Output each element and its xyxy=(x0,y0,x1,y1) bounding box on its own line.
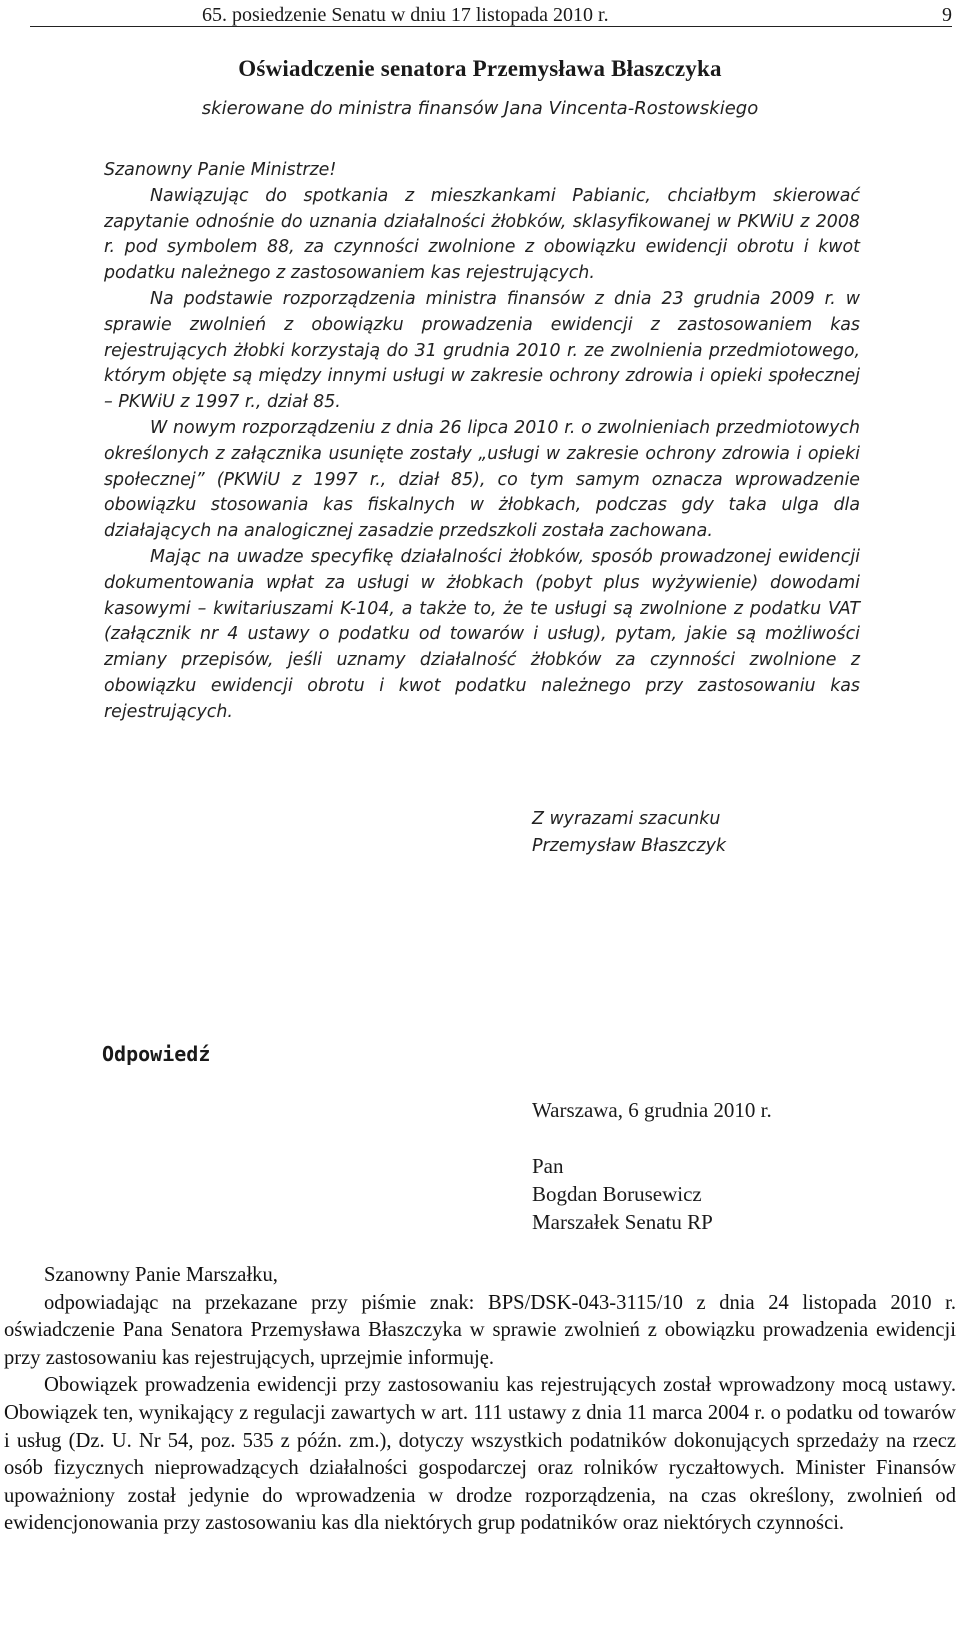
recipient-line-3: Marszałek Senatu RP xyxy=(532,1210,713,1234)
header-title: 65. posiedzenie Senatu w dniu 17 listopada 2010 r. xyxy=(202,4,609,26)
statement-paragraph-2: Na podstawie rozporządzenia ministra finansów z dnia 23 grudnia 2009 r. w sprawie zwolnień z obowiązku prowadzenia ewidencji z zastosowaniem kas rejestrujących żłobki korzystają do 31 grudnia 2010 r. ze zwolnienia przedmiotowego, którym objęte są między innymi usługi w zakresie ochrony zdrowia i opieki społecznej – PKWiU z 1997 r., dział 85. xyxy=(104,288,860,413)
running-header xyxy=(30,4,952,27)
statement-paragraph-4: Mając na uwadze specyfikę działalności żłobków, sposób prowadzonej ewidencji dokumentowania wpłat za usługi w żłobkach (pobyt plus wyżywienie) dowodami kasowymi – kwitariuszami K-104, a także to, że te usługi są zwolnione z podatku VAT (załącznik nr 4 ustawy o podatku od towarów i usług), pytam, jakie są możliwości zmiany przepisów, jeśli uznamy działalność żłobków za czynności zwolnione z obowiązku ewidencji obrotu i kwot podatku należnego przy zastosowaniu kas rejestrujących. xyxy=(104,546,860,722)
recipient-line-2: Bogdan Borusewicz xyxy=(532,1182,702,1206)
answer-heading: Odpowiedź xyxy=(102,1042,211,1066)
answer-paragraph-2: Obowiązek prowadzenia ewidencji przy zastosowaniu kas rejestrujących został wprowadzony mocą ustawy. Obowiązek ten, wynikający z regulacji zawartych w art. 111 ustawy z dnia 11 marca 2004 r. o podatku od towarów i usług (Dz. U. Nr 54, poz. 535 z późn. zm.), dotyczy wszystkich podatników dokonujących sprzedaży na rzecz osób fizycznych nieprowadzących działalności gospodarczej oraz rolników ryczałtowych. Minister Finansów upoważniony został jedynie do wprowadzenia w drodze rozporządzenia, na czas określony, zwolnień od ewidencjonowania przy zastosowaniu kas dla niektórych grup podatników oraz niektórych czynności. xyxy=(4,1374,956,1535)
signature: Przemysław Błaszczyk xyxy=(532,836,726,856)
statement-subtitle: skierowane do ministra finansów Jana Vincenta-Rostowskiego xyxy=(201,98,759,119)
statement-paragraph-1: Nawiązując do spotkania z mieszkankami Pabianic, chciałbym skierować zapytanie odnośnie do uznania działalności żłobków, sklasyfikowanej w PKWiU z 2008 r. pod symbolem 88, za czynności zwolnione z obowiązku ewidencji obrotu i kwot podatku należnego z zastosowaniem kas rejestrujących. xyxy=(104,185,860,284)
answer-recipient xyxy=(532,1152,713,1236)
answer-paragraph-1: odpowiadając na przekazane przy piśmie znak: BPS/DSK-043-3115/10 z dnia 24 listopada 2010 r. oświadczenie Pana Senatora Przemysława Błaszczyka w sprawie zwolnień z obowiązku prowadzenia ewidencji przy zastosowaniu kas rejestrujących, uprzejmie informuję. xyxy=(4,1291,956,1369)
answer-body xyxy=(4,1262,956,1538)
answer-date: Warszawa, 6 grudnia 2010 r. xyxy=(532,1098,772,1122)
answer-salutation: Szanowny Panie Marszałku, xyxy=(44,1264,278,1286)
statement-body xyxy=(104,158,860,726)
statement-paragraph-3: W nowym rozporządzeniu z dnia 26 lipca 2010 r. o zwolnieniach przedmiotowych określonych z załącznika usunięte zostały „usługi w zakresie ochrony zdrowia i opieki społecznej” (PKWiU z 1997 r., dział 85), co tym samym oznacza wprowadzenie obowiązku stosowania kas fiskalnych w żłobkach, podczas gdy taka ulga dla działających na analogicznej zasadzie przedszkoli została zachowana. xyxy=(104,417,860,542)
statement-closing-block xyxy=(532,806,726,860)
page-number: 9 xyxy=(942,4,952,26)
recipient-line-1: Pan xyxy=(532,1154,564,1178)
closing-phrase: Z wyrazami szacunku xyxy=(532,809,721,829)
statement-title: Oświadczenie senatora Przemysława Błaszczyka xyxy=(238,56,722,81)
statement-salutation: Szanowny Panie Ministrze! xyxy=(104,160,337,180)
